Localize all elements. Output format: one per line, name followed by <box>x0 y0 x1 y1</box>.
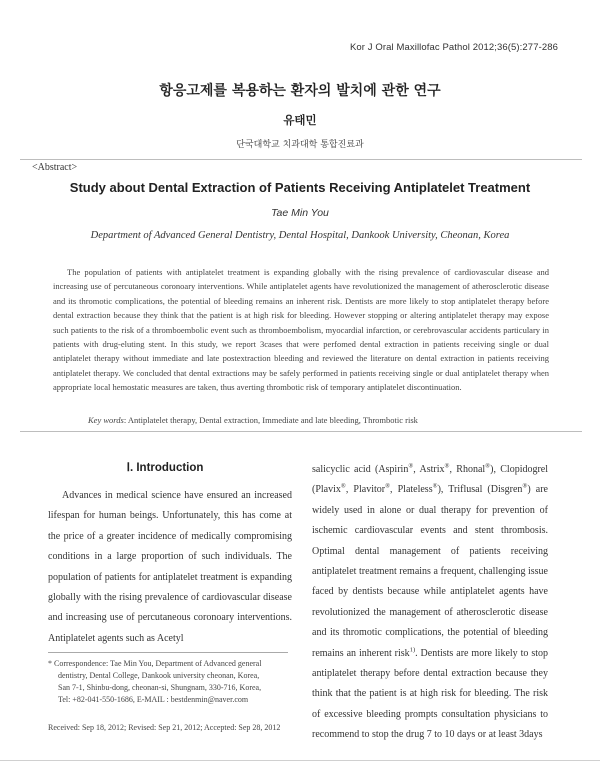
text-run: ) are widely used in alone or dual therapy for prevention of ischemic cardiovascular events and stent thrombosis. Optimal dental management of patients receiving antiplatelet treatment remains a frequent, challenging issue faced by dentists because while antiplatelet agents have revolutionized the management of atherosclerotic disease and its thromotic complications, the potential of bleeding remains an inherent risk <box>312 484 548 659</box>
keywords-list: : Antiplatelet therapy, Dental extraction, Immediate and late bleeding, Thrombotic risk <box>123 415 418 425</box>
korean-affiliation: 단국대학교 치과대학 통합진료과 <box>236 140 364 150</box>
english-affiliation: Department of Advanced General Dentistry, Dental Hospital, Dankook University, Cheonan, Korea <box>90 230 510 241</box>
text-run: , Plateless <box>390 484 433 496</box>
text-run: , Rhonal <box>449 464 486 475</box>
keywords-label: Key words <box>88 415 124 425</box>
text-run: salicyclic acid (Aspirin <box>312 464 409 475</box>
footnote-line: Tel: +82-041-550-1686, E-MAIL : bestdenmin@naver.com <box>58 695 249 704</box>
received-dates: Received: Sep 18, 2012; Revised: Sep 21, 2012; Accepted: Sep 28, 2012 <box>48 723 281 732</box>
registered-mark: ® <box>408 462 414 470</box>
correspondence-footnote <box>48 658 298 706</box>
abstract-label: <Abstract> <box>32 162 78 173</box>
footnote-line: San 7-1, Shinbu-dong, cheonan-si, Shungnam, 330-716, Korea, <box>58 683 262 692</box>
abstract-top-rule <box>20 159 582 160</box>
text-run: , Plavitor <box>345 484 386 496</box>
registered-mark: ® <box>444 462 450 470</box>
korean-author: 유태민 <box>283 113 317 127</box>
registered-mark: ® <box>485 462 491 470</box>
page-bottom-rule <box>0 760 600 761</box>
english-author: Tae Min You <box>271 207 329 219</box>
intro-left-column: Advances in medical science have ensured an increased lifespan for human beings. Unfortunately, this has come at the price of a greater incidence of medically compromising conditions in a large proportion of such individuals. The population of patients for antiplatelet treatment is expanding globally with the rising prevalence of cardiovascular disease and increasing use of percutaneous coronoary interventions. Antiplatelet agents such as Acetyl <box>48 490 292 644</box>
reference-marker: 1) <box>409 646 416 654</box>
text-run: ), Triflusal (Disgren <box>437 484 523 496</box>
journal-reference: Kor J Oral Maxillofac Pathol 2012;36(5):277-286 <box>349 42 558 53</box>
section-heading: Ⅰ. Introduction <box>126 462 204 474</box>
registered-mark: ® <box>385 483 391 491</box>
intro-right-column <box>312 460 548 746</box>
footnote-line: * Correspondence: Tae Min You, Department of Advanced general <box>48 659 262 668</box>
keywords <box>88 415 568 425</box>
registered-mark: ® <box>432 483 438 491</box>
registered-mark: ® <box>340 483 346 491</box>
text-run: ), Clopidogrel (Plavix <box>312 464 549 496</box>
footnote-rule <box>48 652 288 653</box>
text-run: . Dentists are more likely to stop antiplatelet therapy before dental extraction because they think that the patient is at high risk for bleeding. The risk of excessive bleeding prompts consultation physicians to recommend to stop the drug 7 to 10 days or at least 3days <box>312 647 548 741</box>
text-run: , Astrix <box>413 464 445 475</box>
korean-title: 항응고제를 복용하는 환자의 발치에 관한 연구 <box>159 83 441 99</box>
english-title: Study about Dental Extraction of Patients Receiving Antiplatelet Treatment <box>69 180 531 195</box>
footnote-line: dentistry, Dental College, Dankook university cheonan, Korea, <box>58 671 260 680</box>
registered-mark: ® <box>522 483 528 491</box>
abstract-body: The population of patients with antiplatelet treatment is expanding globally with the rising prevalence of cardiovascular disease and increasing use of percutaneous coronoary interventions. While antiplatelet agents have revolutionized the management of atherosclerotic disease and its thromotic complications, the potential of bleeding remains an inherent risk. Dentists are more likely to stop antiplatelet therapy before dental extraction because they think that the patient is at high risk for bleeding. However stopping or altering antiplatelet therapy may expose such patients to the risk of a thromboembolic event such as thromboembolism, myocardial infarction, or cerebrovascular accidents particulary in patients with drug-eluting stent. In this study, we report 3cases that were perfomed dental extraction in patients receiving single or dual antiplatelet therapy without immediate and late postextraction bleeding and reviewed the literature on dental extraction in patients receiving antiplatelet therapy. We concluded that dental extractions may be safely performed in patients receiving single or dual antiplatelet therapy when appropriate local hemostatic measures are taken, thus averting thrombotic risk of temporary antiplatelet discontinuation. <box>53 267 549 393</box>
keywords-bottom-rule <box>20 431 582 432</box>
